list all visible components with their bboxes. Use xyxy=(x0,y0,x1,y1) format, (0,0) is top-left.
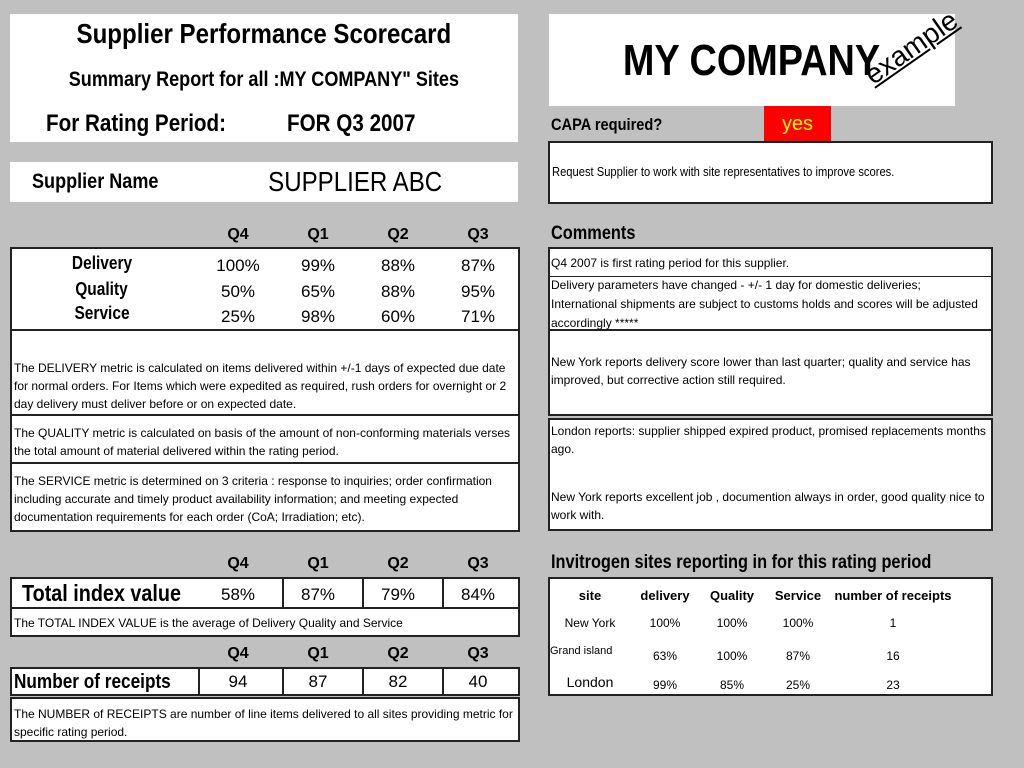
site-quality: 85% xyxy=(719,678,745,692)
rating-period-label: For Rating Period: xyxy=(46,110,227,137)
metric-value: 100% xyxy=(216,256,260,275)
capa-value: yes xyxy=(764,106,831,142)
total-quarter-headers xyxy=(198,555,518,573)
metric-value: 88% xyxy=(380,282,416,301)
total-index-value: 84% xyxy=(460,585,496,604)
rating-period-value: FOR Q3 2007 xyxy=(287,110,416,137)
metric-value: 87% xyxy=(460,256,496,275)
metric-row-quality xyxy=(198,282,518,302)
total-index-label: Total index value xyxy=(22,580,182,606)
total-index-description: The TOTAL INDEX VALUE is the average of Delivery Quality and Service xyxy=(14,616,403,630)
quarter-header: Q2 xyxy=(387,226,409,243)
site-service: 25% xyxy=(785,678,811,692)
example-watermark: example xyxy=(858,4,964,91)
site-name: Grand island xyxy=(550,645,613,657)
metric-name-service: Service xyxy=(74,303,130,323)
metric-value: 88% xyxy=(380,256,416,275)
quarter-header: Q2 xyxy=(387,555,409,572)
quarter-header: Q2 xyxy=(387,645,409,662)
metrics-quarter-headers xyxy=(198,226,518,244)
metric-name-quality: Quality xyxy=(75,279,129,299)
sites-col-header: delivery xyxy=(640,588,690,603)
quarter-header: Q1 xyxy=(307,555,329,572)
service-metric-description: The SERVICE metric is determined on 3 criteria : response to inquiries; order confirmation including accurate and timely product availability information; and meeting expected documentation requirements for each order (CoA; Irradiation; etc). xyxy=(14,474,492,524)
company-name: MY COMPANY xyxy=(623,36,881,85)
site-service: 100% xyxy=(782,616,814,630)
site-receipts: 23 xyxy=(886,678,900,692)
site-delivery: 63% xyxy=(652,649,678,663)
site-quality: 100% xyxy=(716,649,748,663)
receipts-value: 82 xyxy=(388,672,408,691)
table-row xyxy=(552,675,992,695)
metric-value: 65% xyxy=(300,282,336,301)
report-subtitle: Summary Report for all :MY COMPANY" Sites xyxy=(68,68,460,91)
receipts-description-box xyxy=(10,697,520,742)
quarter-header: Q4 xyxy=(227,555,249,572)
receipts-value: 87 xyxy=(308,672,328,691)
quarter-header: Q4 xyxy=(227,645,249,662)
sites-col-header: site xyxy=(578,588,602,603)
quarter-header: Q1 xyxy=(307,226,329,243)
comment-item: London reports: supplier shipped expired product, promised replacements months ago. xyxy=(551,424,986,456)
sites-col-header: Service xyxy=(774,588,822,603)
metric-value: 50% xyxy=(220,282,256,301)
site-service: 87% xyxy=(785,649,811,663)
site-receipts: 1 xyxy=(889,616,897,630)
receipts-value: 40 xyxy=(468,672,488,691)
sites-title: Invitrogen sites reporting in for this rating period xyxy=(551,552,932,573)
delivery-metric-description: The DELIVERY metric is calculated on items delivered within +/-1 days of expected due date for normal orders. For Items which were expedited as required, rush orders for overnight or 2 day delivery must deliver before or on expected date. xyxy=(14,361,507,411)
receipts-label: Number of receipts xyxy=(14,671,171,693)
total-index-value: 58% xyxy=(220,585,256,604)
capa-label: CAPA required? xyxy=(551,115,663,134)
report-title: Supplier Performance Scorecard xyxy=(76,18,452,49)
comment-item: New York reports delivery score lower than last quarter; quality and service has improved, but corrective action still required. xyxy=(551,355,971,387)
site-name: New York xyxy=(564,616,616,630)
sites-header-row xyxy=(552,588,992,606)
table-row xyxy=(552,645,992,669)
metric-value: 95% xyxy=(460,282,496,301)
comments-title: Comments xyxy=(551,223,636,244)
capa-note-box xyxy=(548,141,993,204)
receipts-quarter-headers xyxy=(198,645,518,663)
site-name: London xyxy=(566,674,614,690)
supplier-name-value: SUPPLIER ABC xyxy=(268,166,442,197)
metric-name-delivery: Delivery xyxy=(71,253,133,273)
supplier-name-label: Supplier Name xyxy=(32,170,159,193)
metric-value: 71% xyxy=(460,307,496,326)
metric-value: 98% xyxy=(300,307,336,326)
quarter-header: Q4 xyxy=(227,226,249,243)
site-receipts: 16 xyxy=(886,649,900,663)
sites-col-header: number of receipts xyxy=(834,588,952,603)
total-index-value: 79% xyxy=(380,585,416,604)
receipts-value: 94 xyxy=(228,672,248,691)
quarter-header: Q3 xyxy=(467,645,489,662)
comment-item: New York reports excellent job , documention always in order, good quality nice to work with. xyxy=(551,490,985,522)
metric-value: 60% xyxy=(380,307,416,326)
metric-value: 99% xyxy=(300,256,336,275)
total-index-value: 87% xyxy=(300,585,336,604)
receipts-description: The NUMBER of RECEIPTS are number of line items delivered to all sites providing metric for specific rating period. xyxy=(14,707,513,739)
quality-metric-description: The QUALITY metric is calculated on basis of the amount of non-conforming materials verses the total amount of material delivered within the rating period. xyxy=(14,426,511,458)
site-delivery: 99% xyxy=(652,678,678,692)
sites-col-header: Quality xyxy=(709,588,755,603)
comment-item: Q4 2007 is first rating period for this supplier. xyxy=(551,256,790,270)
site-delivery: 100% xyxy=(649,616,681,630)
metric-row-service xyxy=(198,307,518,327)
metric-row-delivery xyxy=(198,256,518,276)
site-quality: 100% xyxy=(716,616,748,630)
quarter-header: Q3 xyxy=(467,555,489,572)
quarter-header: Q1 xyxy=(307,645,329,662)
comment-item: Delivery parameters have changed - +/- 1 day for domestic deliveries; International shipments are subject to customs holds and scores will be adjusted accordingly ***** xyxy=(551,278,978,330)
quarter-header: Q3 xyxy=(467,226,489,243)
metric-value: 25% xyxy=(220,307,256,326)
total-index-values xyxy=(198,585,518,605)
table-row xyxy=(552,616,992,634)
capa-note: Request Supplier to work with site representatives to improve scores. xyxy=(552,164,895,179)
receipts-values xyxy=(198,672,518,692)
